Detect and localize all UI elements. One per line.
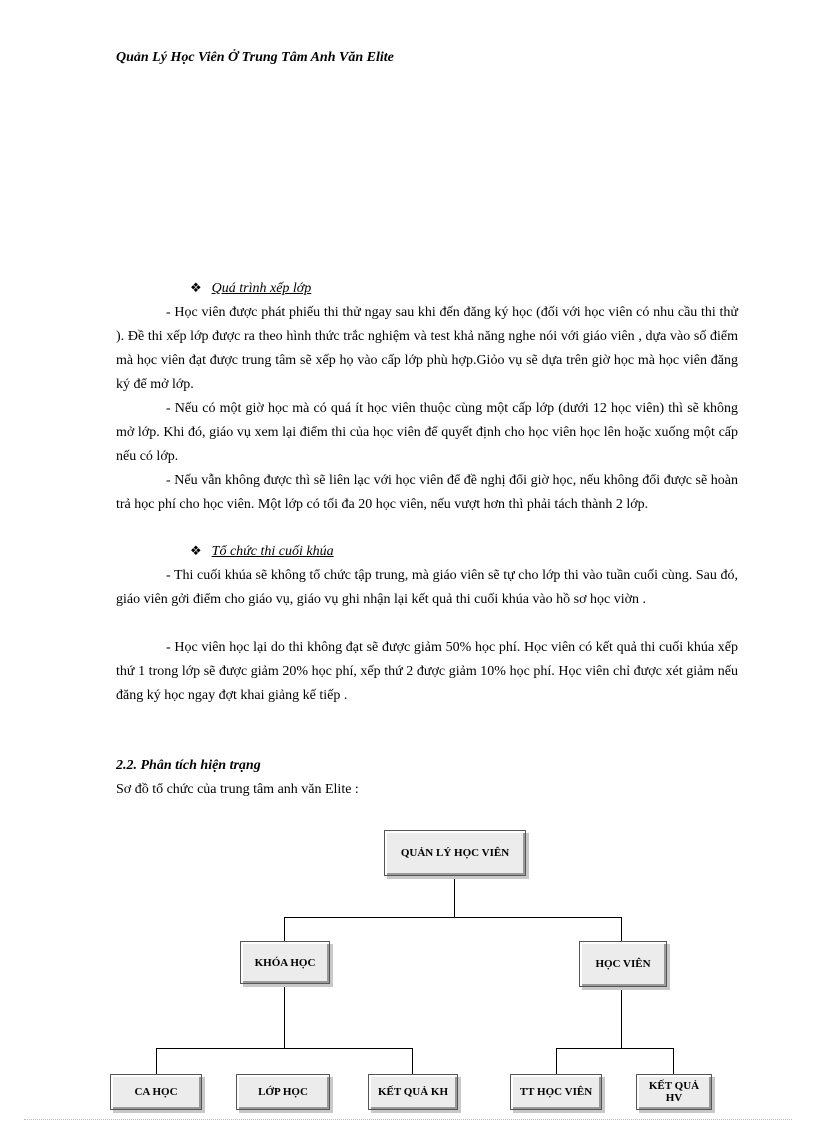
section-heading-text: Quá trình xếp lớp [211,281,312,296]
paragraph [116,636,738,708]
org-node-label: KHÓA HỌC [254,956,316,969]
paragraph-text: - Thi cuối khúa sẽ không tổ chức tập trung, mà giáo viên sẽ tự cho lớp thi vào tuần cuối cùng. Sau đó, giáo viên gởi điểm cho giáo vụ, giáo vụ ghi nhận lại kết quả thi cuối khúa vào hồ sơ học viờn . [116,568,738,607]
section-heading-text: Tổ chức thi cuối khúa [211,544,334,559]
connector-line [156,1048,413,1049]
connector-line [284,917,285,941]
page-bottom-dotted-border [24,1119,792,1120]
paragraph-text: - Nếu vẫn không được thì sẽ liên lạc với học viên để đề nghị đổi giờ học, nếu không đổi được sẽ hoàn trả học phí cho học viên. Một lớp có tối đa 20 học viên, nếu vượt hơn thì phải tách thành 2 lớp. [116,473,738,512]
org-node-ca-hoc [110,1074,202,1110]
org-node-tt-hoc-vien [510,1074,602,1110]
paragraph [116,301,738,397]
org-node-label: QUẢN LÝ HỌC VIÊN [400,847,510,859]
paragraph [116,397,738,469]
paragraph-text: - Học viên được phát phiếu thi thử ngay sau khi đến đăng ký học (đối với học viên có nhu cầu thi thử ). Đề thi xếp lớp được ra theo hình thức trắc nghiệm và test khả năng nghe nói với giáo viên , dựa vào số điểm mà học viên đạt được trung tâm sẽ xếp họ vào cấp lớp phù hợp.Giỏo vụ sẽ dựa trên giờ học mà học viên đăng ký để mở lớp. [116,305,738,392]
page-header-title: Quản Lý Học Viên Ở Trung Tâm Anh Văn Elite [116,50,394,65]
four-diamond-bullet-icon: ❖ [190,280,202,295]
org-node-label: HỌC VIÊN [595,958,651,970]
org-node-lop-hoc [236,1074,330,1110]
paragraph-text: - Nếu có một giờ học mà có quá ít học viên thuộc cùng một cấp lớp (dưới 12 học viên) thì sẽ không mở lớp. Khi đó, giáo vụ xem lại điểm thi của học viên để quyết định cho học viên học lên hoặc xuống một cấp nếu có lớp. [116,401,738,464]
org-node-khoa-hoc [240,941,330,984]
connector-line [156,1048,157,1074]
connector-line [284,917,622,918]
connector-line [556,1048,674,1049]
section-heading-final-exam [190,543,334,560]
section-heading-class-placement [190,280,311,297]
org-node-ket-qua-kh [368,1074,458,1110]
org-node-ket-qua-hv [636,1074,712,1110]
org-chart-intro: Sơ đồ tổ chức của trung tâm anh văn Elite : [116,782,359,797]
org-node-label: KẾT QUẢ KH [377,1086,449,1098]
connector-line [621,917,622,941]
analysis-heading: 2.2. Phân tích hiện trạng [116,758,261,773]
org-node-hoc-vien [579,941,667,987]
four-diamond-bullet-icon: ❖ [190,543,202,558]
org-node-label: KẾT QUẢ HV [648,1080,700,1104]
connector-line [556,1048,557,1074]
paragraph [116,564,738,612]
connector-line [284,984,285,1048]
paragraph [116,469,738,517]
org-node-label: LỚP HỌC [258,1086,308,1098]
connector-line [454,877,455,917]
org-node-label: CA HỌC [134,1086,178,1098]
connector-line [412,1048,413,1074]
org-node-root [384,830,526,876]
paragraph-text: - Học viên học lại do thi không đạt sẽ được giảm 50% học phí. Học viên có kết quả thi cuối khúa xếp thứ 1 trong lớp sẽ được giảm 20% học phí, xếp thứ 2 được giảm 10% học phí. Học viên chỉ được xét giảm nếu đăng ký học ngay đợt khai giảng kế tiếp . [116,640,738,703]
connector-line [673,1048,674,1074]
connector-line [621,987,622,1048]
org-node-label: TT HỌC VIÊN [519,1086,593,1098]
